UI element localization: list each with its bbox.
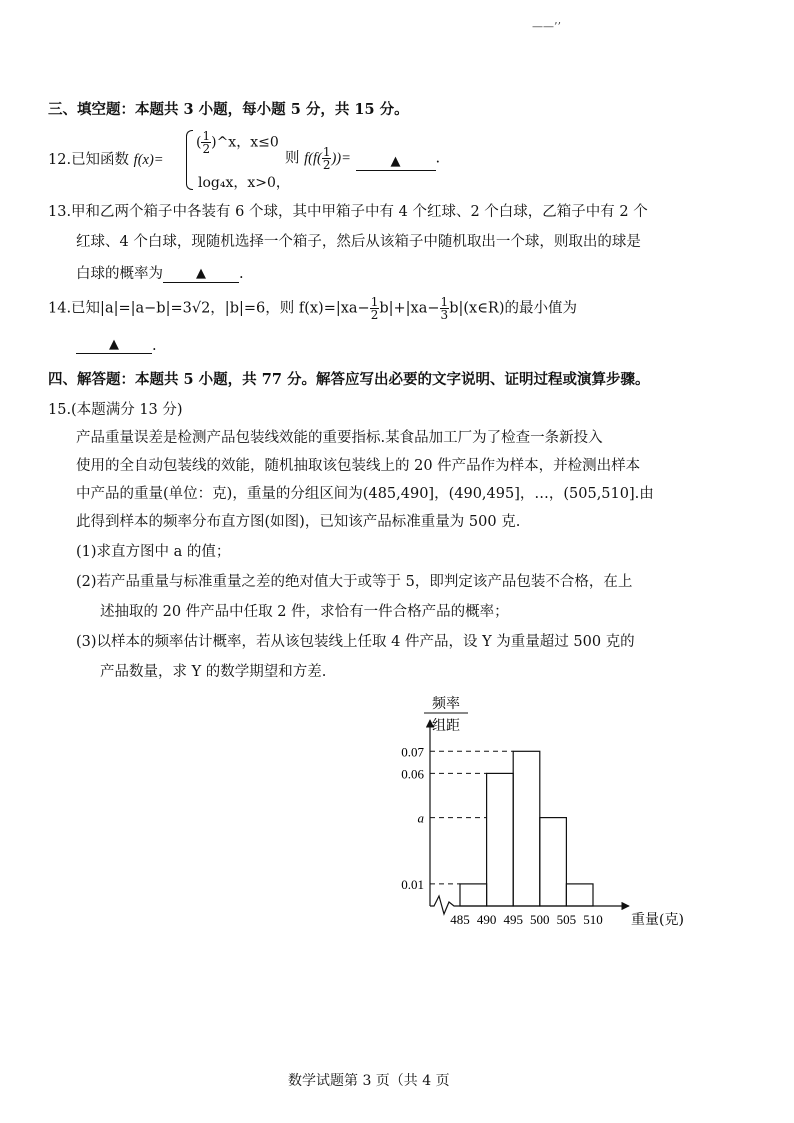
histogram-bars [460,751,593,906]
q12-number: 12. [48,152,72,168]
q15-para-line: 此得到样本的频率分布直方图(如图)，已知该产品标准重量为 500 克. [76,514,521,530]
q12-case2: log₄x，x>0， [198,175,290,191]
header-mark: ——’’ [532,20,561,33]
q15-sub2a: (2)若产品重量与标准重量之差的绝对值大于或等于 5，即判定该产品包装不合格，在上 [76,574,633,590]
q12-case1-frac: $\frac{1}{2}$ [202,129,211,156]
q12-answer-blank[interactable] [356,153,436,171]
section4-title: 四、解答题：本题共 5 小题，共 77 分。解答应写出必要的文字说明、证明过程或演算步骤。 [48,371,650,388]
answer-triangle-icon: ▲ [196,266,206,281]
answer-triangle-icon: ▲ [109,337,119,352]
histogram-bar [513,751,540,906]
q13-answer-blank[interactable] [163,265,239,283]
x-tick-label: 500 [530,912,550,927]
x-axis-label: 重量(克) [631,912,684,928]
y-tick-label: 0.01 [401,876,424,892]
q15-header: 15.(本题满分 13 分) [48,402,183,418]
q14-frac-half: $\frac{1}{2}$ [370,295,379,322]
q15-para-line: 使用的全自动包装线的效能，随机抽取该包装线上的 20 件产品作为样本，并检测出样本 [76,458,641,474]
histogram-labels [401,696,684,928]
section3-title: 三、填空题：本题共 3 小题，每小题 5 分，共 15 分。 [48,101,409,118]
y-axis-label-bottom: 组距 [432,718,460,734]
page-footer: 数学试题第 3 页（共 4 页 [288,1073,450,1089]
x-tick-label: 510 [583,912,603,927]
histogram-bar [566,884,593,906]
x-tick-label: 485 [450,912,470,927]
y-tick-label: 0.06 [401,766,424,782]
q13-line2: 红球、4 个白球，现随机选择一个箱子，然后从该箱子中随机取出一个球，则取出的球是 [76,234,641,250]
answer-triangle-icon: ▲ [390,154,401,169]
q12-function-name: f(x)= [133,152,164,168]
q12-case1: ( $\frac{1}{2}$ )^x，x≤0 [196,129,279,156]
q15-sub3b: 产品数量，求 Y 的数学期望和方差. [100,664,327,680]
histogram-bar [540,818,567,906]
q12-piecewise-brace [186,130,193,190]
q13-line1: 13.甲和乙两个箱子中各装有 6 个球，其中甲箱子中有 4 个红球、2 个白球，乙箱子中有 2 个 [48,204,648,220]
y-tick-label: a [417,810,424,826]
q15-para-line: 产品重量误差是检测产品包装线效能的重要指标.某食品加工厂为了检查一条新投入 [76,430,603,446]
histogram-bar [487,773,514,906]
q15-sub1: (1)求直方图中 a 的值； [76,544,231,560]
frequency-histogram [370,690,690,940]
q12-ask-frac: $\frac{1}{2}$ [322,145,331,172]
q12-lead [48,148,164,169]
q13-line3: 白球的概率为 ▲ . [76,266,244,282]
q15-sub3a: (3)以样本的频率估计概率，若从该包装线上任取 4 件产品，设 Y 为重量超过 500 克的 [76,634,635,650]
q14-line1: 14.已知|a|=|a−b|=3√2，|b|=6，则 f(x)=|xa− $\frac{1}{2}$ b|+|xa− $\frac{1}{3}$ b|(x∈R)的最小值为 [48,295,577,322]
x-tick-label: 495 [503,912,523,927]
q15-sub2b: 述抽取的 20 件产品中任取 2 件，求恰有一件合格产品的概率； [100,604,509,620]
q14-answer-line: ▲ . [76,336,157,354]
q14-answer-blank[interactable] [76,336,152,354]
y-axis-label-top: 频率 [432,696,460,712]
y-tick-label: 0.07 [401,744,424,760]
x-tick-label: 505 [556,912,577,927]
q12-ask: 则 f(f( $\frac{1}{2}$ ))= ▲ . [285,145,441,172]
x-tick-label: 490 [476,912,497,927]
q14-frac-third: $\frac{1}{3}$ [440,295,449,322]
q15-para-line: 中产品的重量(单位：克)，重量的分组区间为(485,490]，(490,495]，…，(505,510].由 [76,486,654,502]
histogram-bar [460,884,487,906]
q12-lead-text: 已知函数 [71,152,130,168]
